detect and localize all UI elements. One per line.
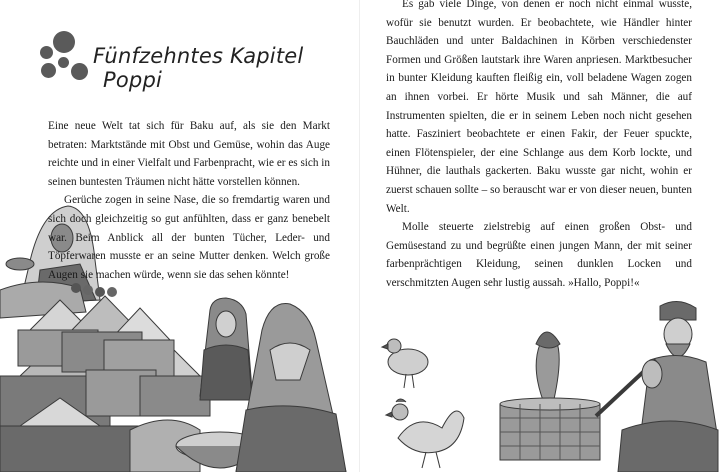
snake-basket-illustration <box>500 398 600 460</box>
cobra-illustration <box>536 332 560 408</box>
dot-5 <box>71 63 88 80</box>
chapter-number: Fünfzehntes Kapitel <box>93 44 304 68</box>
hen-illustration <box>382 339 428 388</box>
left-body-text <box>48 117 330 284</box>
right-paragraph-2: Molle steuerte zielstrebig auf einen großen Obst- und Gemüsestand zu und begrüßte einen jungen Mann, der mit seiner farbenprächtigen Kleidung, seinen dunklen Locken und verschmitzten Augen sehr lustig aussah. »Hallo, Poppi!« <box>386 221 692 289</box>
chapter-heading <box>93 44 303 92</box>
right-page <box>360 0 720 472</box>
rooster-illustration <box>386 399 464 468</box>
chapter-title: Poppi <box>103 68 163 92</box>
snake-charmer-illustration <box>360 300 720 472</box>
left-paragraph-1: Eine neue Welt tat sich für Baku auf, als sie den Markt betraten: Marktstände mit Obst und Gemüse, wohin das Auge reichte und in einer Vielfalt und Farbenpracht, wie er es sich in seinen buntesten Träumen nicht hätte vorstellen können. <box>48 120 330 188</box>
dot-1 <box>53 31 75 53</box>
dot-2 <box>40 46 53 59</box>
dot-3 <box>58 57 69 68</box>
dot-4 <box>41 63 56 78</box>
right-paragraph-1: Es gab viele Dinge, von denen er noch nicht einmal wusste, wofür sie benutzt wurden. Er beobachtete, wie Händler hinter Bauchläden und unter Baldachinen in Körben verschiedenster Formen und Größen lautstark ihre Waren anpriesen. Marktbesucher in bunter Kleidung kauften fleißig ein, voll beladene Wagen zogen an ihnen vorbei. Er hörte Musik und sah Männer, die auf Instrumenten spielten, die er in seinem Leben noch nicht gesehen hatte. Fasziniert beobachtete er einen Fakir, der Feuer spuckte, einen Flötenspieler, der eine Schlange aus dem Korb lockte, und Hühner, die lauthals gackerten. Baku wusste gar nicht, wohin er zuerst schauen sollte – so berauscht war er von dieser neuen, bunten Welt. <box>386 0 692 215</box>
veiled-woman-illustration <box>236 304 346 472</box>
left-paragraph-2: Gerüche zogen in seine Nase, die so fremdartig waren und sich doch gleichzeitig so gut anfühlten, dass er ganz benebelt war. Beim Anblick all der bunten Tücher, Leder- und Töpferwaren musste er an seine Mutter denken. Welch große Augen sie machen würde, wenn sie das sehen könnte! <box>48 194 330 281</box>
right-body-text <box>386 0 692 293</box>
woman-in-veil-illustration <box>200 298 252 400</box>
snake-charmer-man-illustration <box>596 301 718 472</box>
